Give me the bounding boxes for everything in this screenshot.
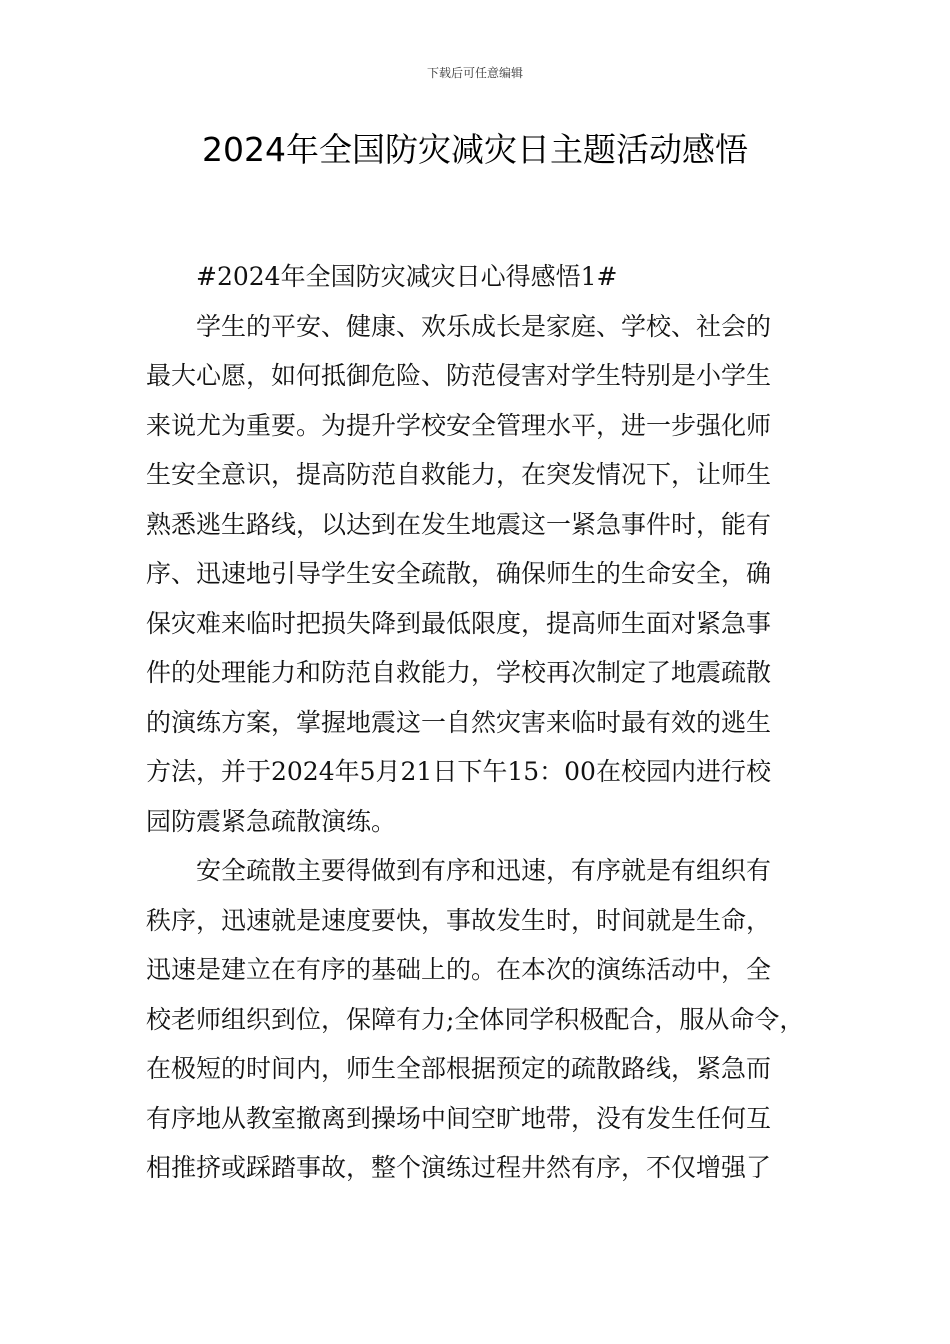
paragraph-line: 来说尤为重要。为提升学校安全管理水平，进一步强化师 xyxy=(146,410,772,440)
paragraph-line: 迅速是建立在有序的基础上的。在本次的演练活动中，全 xyxy=(146,955,772,984)
paragraph-line: 的演练方案，掌握地震这一自然灾害来临时最有效的逃生 xyxy=(146,707,772,737)
paragraph-line: 园防震紧急疏散演练。 xyxy=(146,806,397,836)
document-title: 2024年全国防灾减灾日主题活动感悟 xyxy=(202,130,748,169)
paragraph-line: 相推挤或踩踏事故，整个演练过程井然有序，不仅增强了 xyxy=(146,1153,772,1182)
paragraph-line: 最大心愿，如何抵御危险、防范侵害对学生特别是小学生 xyxy=(146,361,772,390)
paragraph-line: 序、迅速地引导学生安全疏散，确保师生的生命安全，确 xyxy=(146,559,772,588)
paragraph-line: 学生的平安、健康、欢乐成长是家庭、学校、社会的 xyxy=(196,311,772,341)
paragraph-line: 秩序，迅速就是速度要快，事故发生时，时间就是生命， xyxy=(146,905,772,935)
paragraph-line: 保灾难来临时把损失降到最低限度，提高师生面对紧急事 xyxy=(146,608,772,638)
paragraph-line: 有序地从教室撤离到操场中间空旷地带，没有发生任何互 xyxy=(146,1103,772,1133)
paragraph-2 xyxy=(146,846,818,1193)
section-heading: #2024年全国防灾减灾日心得感悟1# xyxy=(196,262,618,291)
paragraph-line: 方法，并于2024年5月21日下午15：00在校园内进行校 xyxy=(146,757,771,786)
paragraph-1 xyxy=(146,302,818,847)
paragraph-line: 熟悉逃生路线，以达到在发生地震这一紧急事件时，能有 xyxy=(146,509,772,539)
header-note: 下载后可任意编辑 xyxy=(426,66,523,80)
paragraph-line: 件的处理能力和防范自救能力，学校再次制定了地震疏散 xyxy=(146,658,772,687)
paragraph-line: 安全疏散主要得做到有序和迅速，有序就是有组织有 xyxy=(196,856,772,885)
paragraph-line: 在极短的时间内，师生全部根据预定的疏散路线，紧急而 xyxy=(146,1054,772,1083)
paragraph-line: 校老师组织到位，保障有力;全体同学积极配合，服从命令， xyxy=(146,1004,805,1034)
paragraph-line: 生安全意识，提高防范自救能力，在突发情况下，让师生 xyxy=(146,460,772,489)
document-body xyxy=(146,252,818,1193)
